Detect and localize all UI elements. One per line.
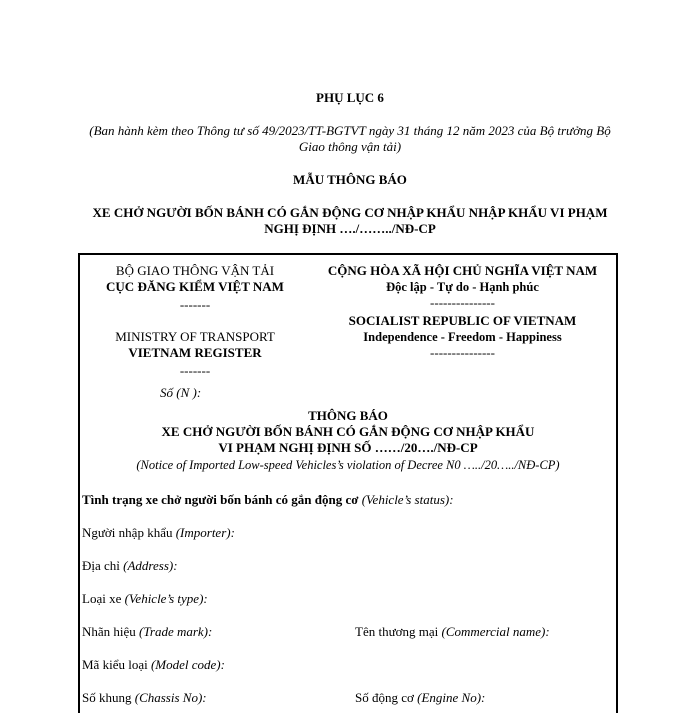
- address-label: Địa chỉ: [82, 558, 120, 573]
- notice-title: THÔNG BÁO: [308, 408, 388, 423]
- importer-label: Người nhập khẩu: [82, 525, 173, 540]
- issuer-ministry: BỘ GIAO THÔNG VẬN TẢI: [115, 263, 275, 278]
- commercial-name-field: [355, 624, 550, 640]
- address-label-en: (Address):: [123, 558, 178, 573]
- issuer-ministry-en: MINISTRY OF TRANSPORT: [115, 329, 275, 344]
- form-title: MẪU THÔNG BÁO: [293, 172, 407, 187]
- trademark-field: [82, 624, 212, 640]
- engine-number-label-en: (Engine No):: [417, 690, 486, 705]
- trademark-label: Nhãn hiệu: [82, 624, 136, 639]
- national-slogan-en: Independence - Freedom - Happiness: [363, 330, 562, 344]
- republic-name: CỘNG HÒA XÃ HỘI CHỦ NGHĨA VIỆT NAM: [327, 263, 598, 278]
- chassis-number-label-en: (Chassis No):: [134, 690, 207, 705]
- importer-label-en: (Importer):: [175, 525, 235, 540]
- document-number-label: Số (N ):: [160, 385, 202, 400]
- model-code-field: [82, 657, 225, 673]
- issuer-divider-en: -------: [179, 363, 211, 378]
- trademark-label-en: (Trade mark):: [139, 624, 213, 639]
- vehicle-type-label-en: (Vehicle’s type):: [124, 591, 208, 606]
- motto-divider-en: ---------------: [430, 345, 495, 360]
- notice-form-box: [78, 253, 618, 713]
- issuer-department-en: VIETNAM REGISTER: [128, 345, 262, 360]
- issuance-note: (Ban hành kèm theo Thông tư số 49/2023/TT-BGTVT ngày 31 tháng 12 năm 2023 của Bộ trưởng Bộ Giao thông vận tải): [89, 123, 611, 154]
- notice-heading-line2: VI PHẠM NGHỊ ĐỊNH SỐ ……/20…./NĐ-CP: [218, 440, 478, 455]
- vehicle-type-field: [82, 591, 208, 607]
- address-field: [82, 558, 178, 574]
- motto-divider: ---------------: [430, 295, 495, 310]
- chassis-number-field: [82, 690, 207, 706]
- republic-name-en: SOCIALIST REPUBLIC OF VIETNAM: [348, 313, 577, 328]
- chassis-number-label: Số khung: [82, 690, 132, 705]
- form-subtitle: XE CHỞ NGƯỜI BỐN BÁNH CÓ GẮN ĐỘNG CƠ NHẬP KHẨU NHẬP KHẨU VI PHẠM NGHỊ ĐỊNH …./……../NĐ-CP: [92, 205, 608, 236]
- vehicle-status-label: Tình trạng xe chở người bốn bánh có gắn động cơ: [82, 492, 359, 507]
- appendix-title: PHỤ LỤC 6: [316, 90, 384, 105]
- issuer-divider: -------: [179, 297, 211, 312]
- model-code-label-en: (Model code):: [150, 657, 225, 672]
- engine-number-label: Số động cơ: [355, 690, 414, 705]
- commercial-name-label: Tên thương mại: [355, 624, 439, 639]
- vehicle-status-label-en: (Vehicle’s status):: [361, 492, 454, 507]
- vehicle-status-field: [82, 492, 454, 508]
- engine-number-field: [355, 690, 485, 706]
- notice-heading-english: (Notice of Imported Low-speed Vehicles’s violation of Decree N0 …../20…../NĐ-CP): [136, 458, 560, 472]
- issuer-department: CỤC ĐĂNG KIỂM VIỆT NAM: [106, 279, 284, 294]
- commercial-name-label-en: (Commercial name):: [441, 624, 550, 639]
- national-slogan: Độc lập - Tự do - Hạnh phúc: [386, 280, 539, 294]
- vehicle-type-label: Loại xe: [82, 591, 122, 606]
- importer-field: [82, 525, 235, 541]
- notice-heading-line1: XE CHỞ NGƯỜI BỐN BÁNH CÓ GẮN ĐỘNG CƠ NHẬP KHẨU: [161, 424, 535, 439]
- model-code-label: Mã kiểu loại: [82, 657, 148, 672]
